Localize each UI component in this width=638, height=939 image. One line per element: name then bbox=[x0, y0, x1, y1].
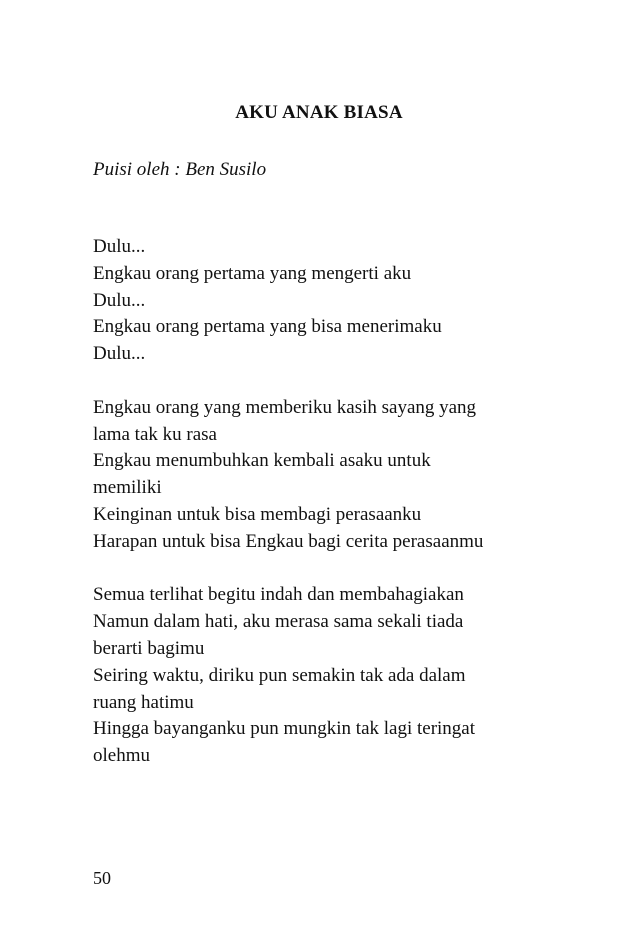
poem-line: Engkau menumbuhkan kembali asaku untuk bbox=[93, 450, 431, 472]
stanza-gap bbox=[93, 556, 563, 583]
poem-line: lama tak ku rasa bbox=[93, 423, 217, 445]
poem-line: Keinginan untuk bisa membagi perasaanku bbox=[93, 503, 422, 525]
poem-line: Dulu... bbox=[93, 343, 146, 365]
poem-line: Dulu... bbox=[93, 289, 146, 311]
poem-line: Engkau orang pertama yang mengerti aku bbox=[93, 262, 412, 284]
page-number: 50 bbox=[93, 868, 111, 888]
poem-title: AKU ANAK BIASA bbox=[235, 102, 403, 123]
poem-line: ruang hatimu bbox=[93, 691, 194, 713]
poem-line: Semua terlihat begitu indah dan membahagiakan bbox=[93, 584, 464, 606]
stanza-1 bbox=[93, 234, 563, 368]
author-line: Puisi oleh : Ben Susilo bbox=[93, 159, 267, 180]
stanza-2 bbox=[93, 395, 563, 556]
stanza-3 bbox=[93, 582, 563, 770]
poem-body bbox=[93, 234, 563, 770]
poem-line: Engkau orang yang memberiku kasih sayang yang bbox=[93, 396, 477, 418]
poem-line: berarti bagimu bbox=[93, 637, 205, 659]
stanza-gap bbox=[93, 368, 563, 395]
poem-line: Engkau orang pertama yang bisa menerimaku bbox=[93, 316, 442, 338]
poem-line: Hingga bayanganku pun mungkin tak lagi teringat bbox=[93, 718, 476, 740]
poem-line: Dulu... bbox=[93, 236, 146, 257]
poem-line: Namun dalam hati, aku merasa sama sekali tiada bbox=[93, 611, 464, 633]
poem-line: Seiring waktu, diriku pun semakin tak ada dalam bbox=[93, 664, 466, 686]
poem-line: memiliki bbox=[93, 477, 162, 499]
poem-line: olehmu bbox=[93, 745, 150, 767]
poem-line: Harapan untuk bisa Engkau bagi cerita perasaanmu bbox=[93, 530, 484, 552]
